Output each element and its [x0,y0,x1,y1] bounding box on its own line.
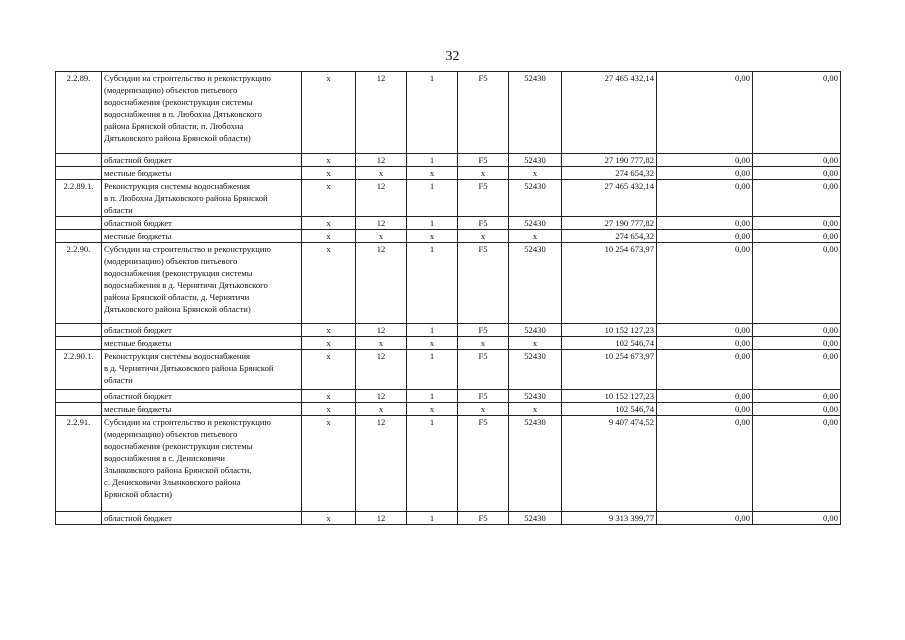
table-row [56,180,841,217]
code-3: х [407,167,458,180]
amount-3: 0,00 [753,167,841,180]
code-1: х [302,167,356,180]
code-1: х [302,324,356,337]
table-row [56,72,841,154]
code-4: F5 [458,72,509,154]
code-1: х [302,512,356,525]
code-3: 1 [407,72,458,154]
code-5: 52430 [509,416,562,512]
code-4: F5 [458,243,509,324]
code-2: 12 [356,390,407,403]
amount-1: 274 654,32 [562,167,657,180]
code-2: 12 [356,180,407,217]
row-name: областной бюджет [102,390,302,403]
amount-1: 10 254 673,97 [562,350,657,390]
amount-3: 0,00 [753,324,841,337]
amount-2: 0,00 [657,72,753,154]
row-name: Субсидии на строительство и реконструкцию (модернизацию) объектов питьевого водоснабжения (реконструкция системы водоснабжения в д. Чернятичи Дятьковского района Брянской области, д. Чернятичи Дятьковского района Брянской области) [102,243,302,324]
row-number [56,167,102,180]
row-name: областной бюджет [102,217,302,230]
amount-2: 0,00 [657,167,753,180]
amount-2: 0,00 [657,337,753,350]
code-4: F5 [458,390,509,403]
code-4: х [458,230,509,243]
row-name: Реконструкция системы водоснабжения в п. Любохна Дятьковского района Брянской области [102,180,302,217]
code-4: F5 [458,512,509,525]
table-row [56,167,841,180]
code-4: F5 [458,324,509,337]
table-row [56,230,841,243]
code-5: 52430 [509,324,562,337]
row-name: местные бюджеты [102,167,302,180]
table-row [56,154,841,167]
amount-3: 0,00 [753,390,841,403]
code-3: 1 [407,390,458,403]
amount-3: 0,00 [753,512,841,525]
table-row [56,403,841,416]
code-1: х [302,403,356,416]
amount-2: 0,00 [657,350,753,390]
amount-1: 27 465 432,14 [562,72,657,154]
amount-2: 0,00 [657,180,753,217]
code-5: 52430 [509,350,562,390]
row-number: 2.2.90.1. [56,350,102,390]
row-number: 2.2.90. [56,243,102,324]
code-2: 12 [356,416,407,512]
row-number [56,337,102,350]
code-4: F5 [458,154,509,167]
row-number [56,230,102,243]
amount-3: 0,00 [753,154,841,167]
row-number: 2.2.89. [56,72,102,154]
code-2: х [356,403,407,416]
code-4: F5 [458,350,509,390]
code-1: х [302,217,356,230]
code-2: х [356,230,407,243]
amount-1: 27 190 777,82 [562,154,657,167]
row-name: Реконструкция системы водоснабжения в д. Чернятичи Дятьковского района Брянской области [102,350,302,390]
amount-3: 0,00 [753,217,841,230]
code-5: х [509,230,562,243]
amount-1: 9 313 399,77 [562,512,657,525]
page-number: 32 [445,49,460,64]
code-3: х [407,403,458,416]
row-number [56,512,102,525]
row-name: местные бюджеты [102,230,302,243]
amount-2: 0,00 [657,390,753,403]
table-row [56,217,841,230]
code-4: F5 [458,180,509,217]
amount-3: 0,00 [753,72,841,154]
code-2: х [356,167,407,180]
code-2: 12 [356,72,407,154]
row-number: 2.2.89.1. [56,180,102,217]
table-row [56,243,841,324]
table-row [56,324,841,337]
code-1: х [302,416,356,512]
row-name: Субсидии на строительство и реконструкцию (модернизацию) объектов питьевого водоснабжения (реконструкция системы водоснабжения в п. Любохна Дятьковского района Брянской области, п. Любохна Дятьковского района Брянской области) [102,72,302,154]
amount-2: 0,00 [657,154,753,167]
code-3: 1 [407,416,458,512]
code-3: 1 [407,180,458,217]
code-5: х [509,403,562,416]
code-4: х [458,337,509,350]
code-1: х [302,337,356,350]
row-name: областной бюджет [102,324,302,337]
table-row [56,350,841,390]
amount-3: 0,00 [753,230,841,243]
amount-3: 0,00 [753,180,841,217]
amount-3: 0,00 [753,350,841,390]
amount-3: 0,00 [753,416,841,512]
code-1: х [302,390,356,403]
code-3: 1 [407,512,458,525]
row-number [56,390,102,403]
code-5: 52430 [509,512,562,525]
amount-1: 27 465 432,14 [562,180,657,217]
code-5: 52430 [509,390,562,403]
table-row [56,337,841,350]
code-2: 12 [356,512,407,525]
amount-3: 0,00 [753,337,841,350]
code-3: х [407,230,458,243]
row-number: 2.2.91. [56,416,102,512]
code-1: х [302,350,356,390]
row-number [56,324,102,337]
row-name: местные бюджеты [102,403,302,416]
row-number [56,154,102,167]
amount-1: 10 152 127,23 [562,324,657,337]
code-5: х [509,337,562,350]
code-5: 52430 [509,154,562,167]
amount-1: 27 190 777,82 [562,217,657,230]
code-3: 1 [407,243,458,324]
amount-1: 10 254 673,97 [562,243,657,324]
row-name: областной бюджет [102,512,302,525]
row-name: областной бюджет [102,154,302,167]
code-1: х [302,154,356,167]
code-2: 12 [356,324,407,337]
code-3: 1 [407,324,458,337]
amount-2: 0,00 [657,230,753,243]
code-4: х [458,403,509,416]
amount-2: 0,00 [657,217,753,230]
code-3: 1 [407,217,458,230]
code-5: 52430 [509,72,562,154]
amount-1: 9 407 474,52 [562,416,657,512]
code-1: х [302,243,356,324]
row-name: Субсидии на строительство и реконструкцию (модернизацию) объектов питьевого водоснабжения (реконструкция системы водоснабжения в с. Денисковичи Злынковского района Брянской области, с. Денисковичи Злынковского района Брянской области) [102,416,302,512]
amount-2: 0,00 [657,243,753,324]
row-number [56,217,102,230]
amount-2: 0,00 [657,512,753,525]
row-number [56,403,102,416]
code-2: 12 [356,154,407,167]
amount-2: 0,00 [657,403,753,416]
code-2: х [356,337,407,350]
row-name: местные бюджеты [102,337,302,350]
table-row [56,390,841,403]
amount-2: 0,00 [657,324,753,337]
amount-1: 102 546,74 [562,337,657,350]
code-3: 1 [407,154,458,167]
code-1: х [302,230,356,243]
amount-2: 0,00 [657,416,753,512]
amount-1: 10 152 127,23 [562,390,657,403]
amount-1: 274 654,32 [562,230,657,243]
code-3: 1 [407,350,458,390]
code-4: х [458,167,509,180]
code-2: 12 [356,217,407,230]
code-3: х [407,337,458,350]
budget-table [55,71,841,525]
code-1: х [302,72,356,154]
code-5: 52430 [509,180,562,217]
table-row [56,512,841,525]
code-5: 52430 [509,217,562,230]
code-4: F5 [458,217,509,230]
code-2: 12 [356,243,407,324]
table-row [56,416,841,512]
code-4: F5 [458,416,509,512]
code-2: 12 [356,350,407,390]
amount-3: 0,00 [753,403,841,416]
code-1: х [302,180,356,217]
code-5: 52430 [509,243,562,324]
code-5: х [509,167,562,180]
amount-1: 102 546,74 [562,403,657,416]
amount-3: 0,00 [753,243,841,324]
